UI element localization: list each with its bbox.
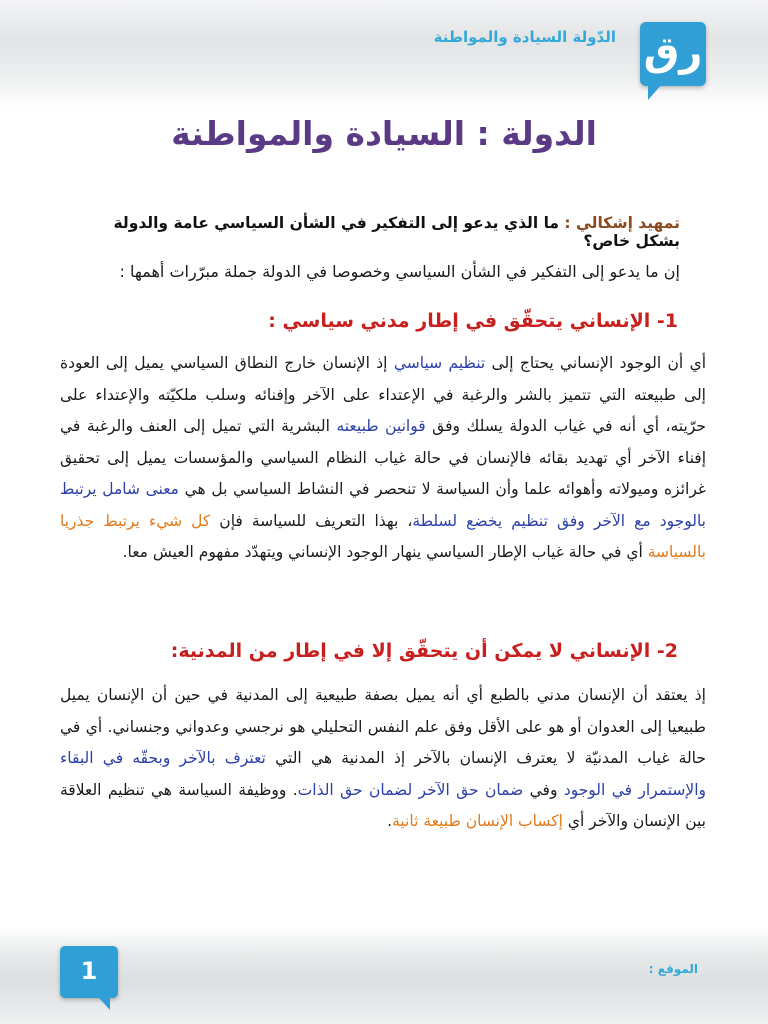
text-run: . xyxy=(387,812,393,830)
intro-line xyxy=(80,214,680,250)
text-run: وفي xyxy=(523,780,564,799)
section-2-paragraph xyxy=(60,680,706,838)
intro-question: ما الذي يدعو إلى التفكير في الشأن السياسي عامة والدولة بشكل خاص؟ xyxy=(113,214,680,250)
site-label: الموقع : xyxy=(648,962,698,976)
text-run: أي أن الوجود الإنساني يحتاج إلى xyxy=(485,354,707,372)
text-run: إذ الإنسان خارج النطاق السياسي يميل إلى العودة إلى طبيعته التي تتميز بالشر والرغبة في الإعتداء على الآخر وإفنائه وسلب ملكيّته والإعتداء على حرّيته، أي أنه في غياب الدولة يسلك وفق xyxy=(60,354,706,435)
lead-sentence: إن ما يدعو إلى التفكير في الشأن السياسي وخصوصا في الدولة جملة مبرّرات أهمها : xyxy=(119,262,680,281)
text-run: . ووظيفة السياسة هي تنظيم العلاقة بين الإنسان والآخر أي xyxy=(60,780,706,830)
text-run: البشرية التي تميل إلى العنف والرغبة في إفناء الآخر أي تهديد بقائه فالإنسان في حالة غياب النظام السياسي والمؤسسات يميل إلى تحقيق غرائزه وميولاته وأهوائه علما وأن السياسة لا تنحصر في النشاط السياسي بل هي xyxy=(60,417,706,498)
page-title: الدولة : السيادة والمواطنة xyxy=(171,114,597,153)
text-run: ، بهذا التعريف للسياسة فإن xyxy=(210,511,413,530)
text-run: إذ يعتقد أن الإنسان مدني بالطبع أي أنه يميل بصفة طبيعية إلى المدنية في حين أن الإنسان يميل طبيعيا إلى العدوان أو هو على الأقل وفق علم النفس التحليلي هو نرجسي وعدواني وجنساني. أي في حالة غياب المدنيّة لا يعترف الإنسان بالآخر إذ المدنية هي التي xyxy=(60,686,706,767)
intro-label: تمهيد إشكالي : xyxy=(564,214,680,232)
logo-glyph: رق xyxy=(643,29,703,75)
highlight-phrase: قوانين طبيعته xyxy=(336,417,426,435)
section-1-paragraph xyxy=(60,348,706,569)
section-1-heading: 1- الإنساني يتحقّق في إطار مدني سياسي : xyxy=(268,310,678,332)
highlight-phrase: تنظيم سياسي xyxy=(393,354,486,372)
highlight-phrase: ضمان حق الآخر لضمان حق الذات xyxy=(297,780,524,799)
highlight-phrase: إكساب الإنسان طبيعة ثانية xyxy=(392,812,563,830)
highlight-phrase: تعترف بالآخر وبحقّه في البقاء والإستمرار في الوجود xyxy=(60,749,706,799)
page-number-badge: 1 xyxy=(60,946,118,998)
highlight-phrase: معنى شامل يرتبط بالوجود مع الآخر وفق تنظيم يخضع لسلطة xyxy=(60,480,706,530)
text-run: أي في حالة غياب الإطار السياسي ينهار الوجود الإنساني ويتهدّد مفهوم العيش معا. xyxy=(122,543,648,561)
section-2-heading: 2- الإنساني لا يمكن أن يتحقّق إلا في إطار من المدنية: xyxy=(170,640,678,662)
highlight-phrase: كل شيء يرتبط جذريا بالسياسة xyxy=(60,511,706,561)
logo-icon xyxy=(640,22,706,86)
running-header: الدّولة السيادة والمواطنة xyxy=(433,28,616,46)
